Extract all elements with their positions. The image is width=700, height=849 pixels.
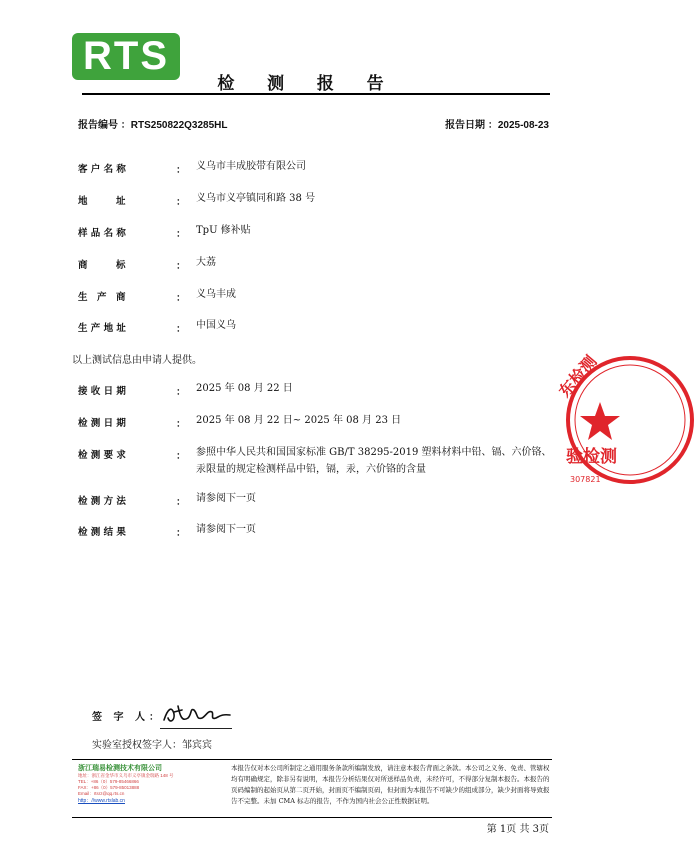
row-value: 请参阅下一页 xyxy=(196,524,256,535)
handwritten-signature xyxy=(160,700,235,730)
company-address: 地址：浙江省金华市义乌市义亭镇金瑞路 148 号 xyxy=(78,773,174,778)
footer-divider xyxy=(72,759,552,760)
report-number-label: 报告编号 ： xyxy=(78,120,131,131)
company-tel: TEL：+86（0）579-85466866 xyxy=(78,779,139,784)
rts-logo: RTS xyxy=(72,33,180,80)
row-label: 样 品 名 称 xyxy=(78,228,126,239)
row-colon: ： xyxy=(176,324,186,335)
report-date-value: 2025-08-23 xyxy=(497,120,549,131)
row-label: 检 测 要 求 xyxy=(78,450,126,461)
row-label: 生 产 商 xyxy=(78,292,126,303)
report-date-label: 报告日期 ： xyxy=(445,120,498,131)
report-title: 检 测 报 告 xyxy=(217,74,398,93)
row-value: 义乌市义亭镇同和路 38 号 xyxy=(196,193,316,204)
row-value: 义乌丰成 xyxy=(196,289,236,300)
red-seal-stamp xyxy=(555,350,700,490)
report-date xyxy=(445,116,549,131)
report-number-value: RTS250822Q3285HL xyxy=(130,120,228,131)
row-label: 商 标 xyxy=(78,260,126,271)
row-value: 请参阅下一页 xyxy=(196,493,256,504)
svg-text:验检测: 验检测 xyxy=(566,447,617,467)
row-colon: ： xyxy=(176,497,186,508)
authorized-signatory: 实验室授权签字人：邹宾宾 xyxy=(92,740,212,751)
row-colon: ： xyxy=(176,165,186,176)
disclaimer-text: 本报告仅对本公司所制定之通用服务条款所编制发放，请注意本报告背面之条款。本公司之义务、免责、管辖权均有明确规定，除非另有说明，本报告分析结果仅对所送样品负责，未经许可，不得部分复制本报告。本报告的页码编制的起始页从第二页开始，封面页不编制页码，但封面为本报告不可缺少的组成部分，缺少封面将导致报告不完整。未加 CMA 标志的报告，不作为国内社会公正性数据证明。 xyxy=(231,764,550,805)
report-number xyxy=(78,116,228,131)
footer-bottom-divider xyxy=(72,817,552,818)
row-colon: ： xyxy=(176,528,186,539)
row-value: 2025 年 08 月 22 日 xyxy=(196,383,293,394)
row-value: 中国义乌 xyxy=(196,320,236,331)
company-fax: FAX：+86（0）579-85013888 xyxy=(78,785,140,790)
row-colon: ： xyxy=(176,451,186,462)
applicant-note: 以上测试信息由申请人提供。 xyxy=(72,355,202,366)
company-email: Email：rtsrz@qq.rts.cn xyxy=(78,791,125,796)
company-website-link[interactable]: http：//www.rtslab.cn xyxy=(78,798,125,804)
row-label: 生 产 地 址 xyxy=(78,323,126,334)
svg-text:东检测: 东检测 xyxy=(555,351,601,401)
row-colon: ： xyxy=(176,229,186,240)
title-divider xyxy=(82,93,550,95)
company-info xyxy=(78,763,218,804)
row-value: 义乌市丰成胶带有限公司 xyxy=(196,161,306,172)
row-value: TpU 修补贴 xyxy=(196,225,251,236)
row-value: 2025 年 08 月 22 日~ 2025 年 08 月 23 日 xyxy=(196,415,402,426)
svg-text:307821: 307821 xyxy=(570,475,601,484)
row-value: 大荔 xyxy=(196,257,216,268)
row-label: 地 址 xyxy=(78,196,126,207)
row-colon: ： xyxy=(176,197,186,208)
signatory-label: 签 字 人： xyxy=(92,712,163,723)
row-label: 接 收 日 期 xyxy=(78,386,126,397)
row-label: 检 测 方 法 xyxy=(78,496,126,507)
row-colon: ： xyxy=(176,419,186,430)
company-name: 浙江瑞易检测技术有限公司 xyxy=(78,765,162,772)
row-label: 检 测 结 果 xyxy=(78,527,126,538)
row-value: 参照中华人民共和国国家标准 GB/T 38295-2019 塑料材料中铅、镉、六价铬、汞限量的规定检测样品中铅，镉，汞，六价铬的含量 xyxy=(196,447,552,475)
row-label: 检 测 日 期 xyxy=(78,418,126,429)
page-number: 第 1页 共 3页 xyxy=(486,824,549,835)
signature-line xyxy=(160,728,232,729)
row-colon: ： xyxy=(176,261,186,272)
row-colon: ： xyxy=(176,387,186,398)
row-label: 客 户 名 称 xyxy=(78,164,126,175)
row-colon: ： xyxy=(176,293,186,304)
